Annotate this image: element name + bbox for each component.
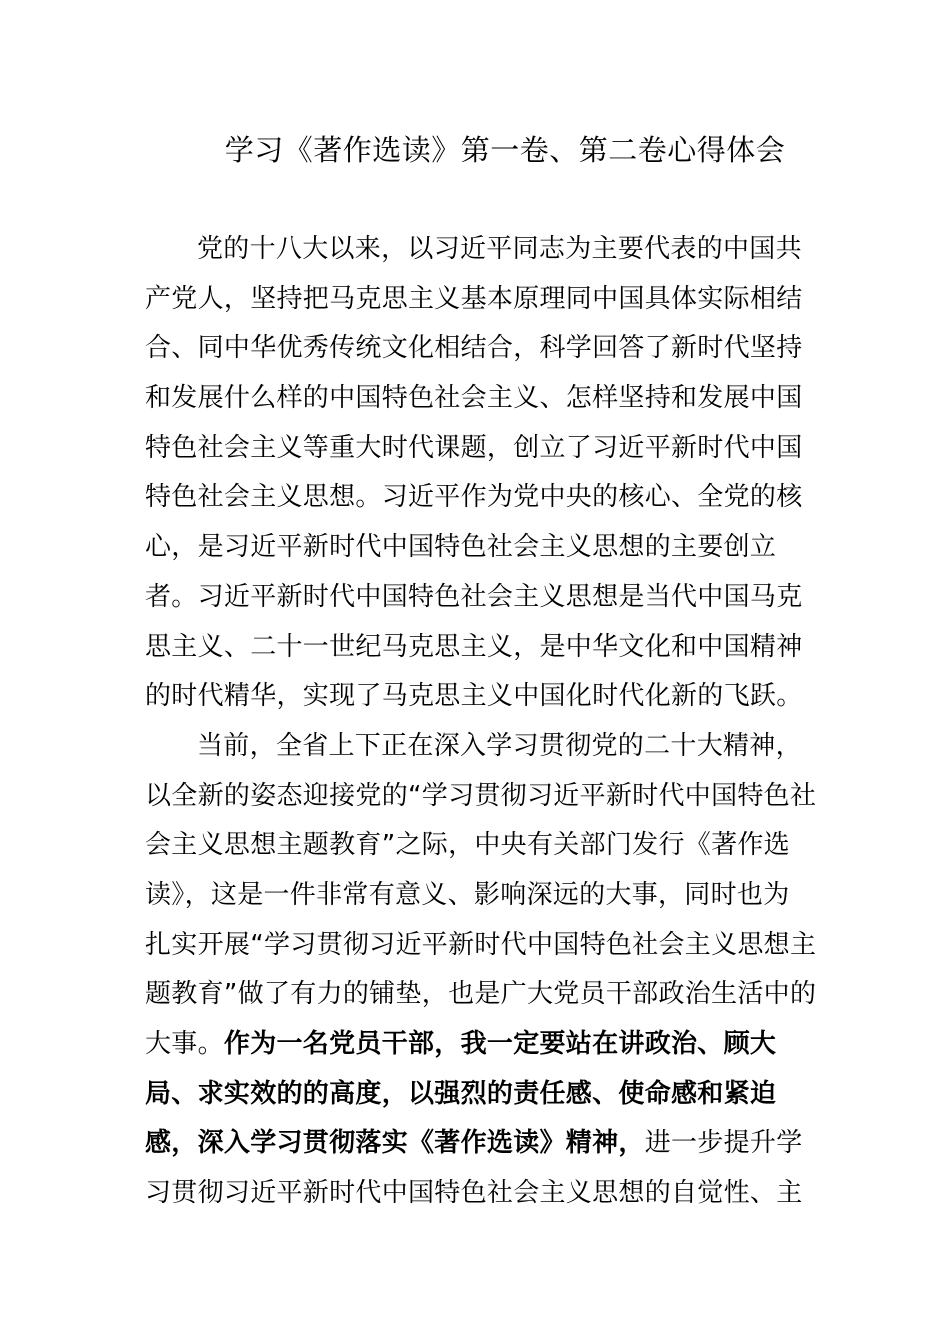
text-line: 心，是习近平新时代中国特色社会主义思想的主要创立 — [145, 532, 777, 563]
text-line: 合、同中华优秀传统文化相结合，科学回答了新时代坚持 — [145, 333, 803, 364]
text-line: 思主义、二十一世纪马克思主义，是中华文化和中国精神 — [145, 631, 803, 662]
text-line — [145, 1020, 795, 1070]
text-segment: 大事。 — [145, 1029, 224, 1059]
text-line: 题教育”做了有力的铺垫，也是广大党员干部政治生活中的 — [145, 979, 817, 1010]
paragraph-2 — [145, 722, 817, 1219]
text-line: 当前，全省上下正在深入学习贯彻党的二十大精神， — [197, 730, 802, 761]
bold-text-segment: 感，深入学习贯彻落实《著作选读》精神， — [145, 1128, 645, 1159]
text-line: 扎实开展“学习贯彻习近平新时代中国特色社会主义思想主 — [145, 929, 817, 960]
text-line: 的时代精华，实现了马克思主义中国化时代化新的飞跃。 — [145, 681, 803, 712]
bold-text-line: 局、求实效的的高度，以强烈的责任感、使命感和紧迫 — [145, 1078, 777, 1109]
text-line: 产党人，坚持把马克思主义基本原理同中国具体实际相结 — [145, 283, 803, 314]
text-line: 读》，这是一件非常有意义、影响深远的大事，同时也为 — [145, 879, 790, 910]
text-segment: 进一步提升学 — [644, 1128, 803, 1159]
text-line: 特色社会主义等重大时代课题，创立了习近平新时代中国 — [145, 432, 803, 463]
text-line: 习贯彻习近平新时代中国特色社会主义思想的自觉性、主 — [145, 1178, 803, 1209]
document-title: 学习《著作选读》第一卷、第二卷心得体会 — [224, 133, 786, 167]
text-line: 和发展什么样的中国特色社会主义、怎样坚持和发展中国 — [145, 383, 803, 414]
document-body — [145, 225, 817, 1219]
text-line — [145, 1119, 803, 1169]
bold-text-segment: 作为一名党员干部，我一定要站在讲政治、顾大 — [223, 1029, 777, 1059]
text-line: 者。习近平新时代中国特色社会主义思想是当代中国马克 — [145, 581, 803, 612]
text-line: 以全新的姿态迎接党的“学习贯彻习近平新时代中国特色社 — [145, 780, 817, 811]
text-line: 党的十八大以来，以习近平同志为主要代表的中国共 — [197, 234, 802, 264]
text-line: 特色社会主义思想。习近平作为党中央的核心、全党的核 — [145, 482, 803, 513]
paragraph-1 — [145, 225, 803, 722]
text-line: 会主义思想主题教育”之际，中央有关部门发行《著作选 — [145, 830, 790, 861]
